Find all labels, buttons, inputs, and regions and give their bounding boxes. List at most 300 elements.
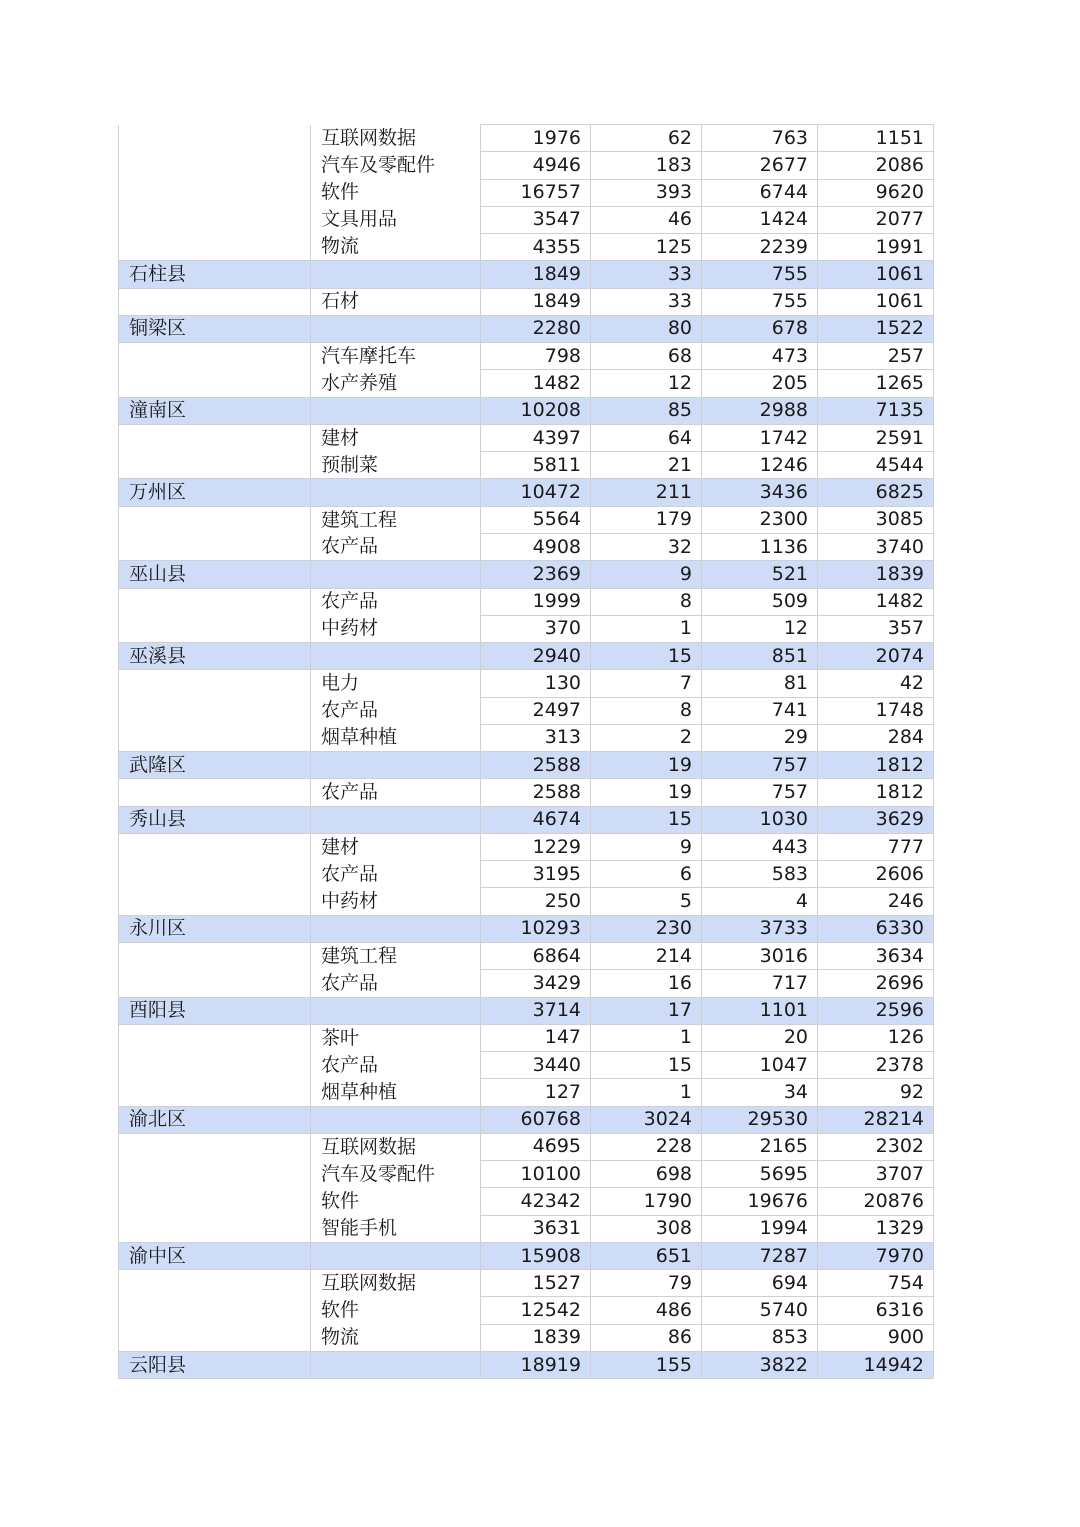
value-cell-col4: 2378 (818, 1052, 934, 1079)
industry-cell: 预制菜 (311, 452, 481, 479)
value-cell-col1: 3195 (481, 861, 591, 888)
region-cell (119, 1324, 311, 1351)
value-cell-col4: 1482 (818, 588, 934, 615)
value-cell-col3: 81 (702, 670, 818, 697)
value-cell-col3: 1424 (702, 206, 818, 233)
industry-cell (311, 1106, 481, 1133)
region-summary-row (119, 561, 934, 588)
value-cell-col4: 1151 (818, 125, 934, 152)
industry-cell: 互联网数据 (311, 1270, 481, 1297)
region-summary-row (119, 752, 934, 779)
value-cell-col4: 3740 (818, 533, 934, 560)
value-cell-col1: 4695 (481, 1133, 591, 1160)
value-cell-col2: 183 (591, 152, 702, 179)
value-cell-col1: 2497 (481, 697, 591, 724)
industry-cell: 农产品 (311, 779, 481, 806)
value-cell-col1: 1839 (481, 1324, 591, 1351)
table-row (119, 1324, 934, 1351)
value-cell-col2: 7 (591, 670, 702, 697)
value-cell-col1: 4674 (481, 806, 591, 833)
value-cell-col2: 308 (591, 1215, 702, 1242)
value-cell-col4: 900 (818, 1324, 934, 1351)
value-cell-col4: 3707 (818, 1161, 934, 1188)
industry-cell: 建材 (311, 833, 481, 860)
value-cell-col1: 3631 (481, 1215, 591, 1242)
value-cell-col3: 5740 (702, 1297, 818, 1324)
region-cell (119, 179, 311, 206)
value-cell-col4: 2591 (818, 424, 934, 451)
value-cell-col1: 3429 (481, 970, 591, 997)
value-cell-col2: 8 (591, 588, 702, 615)
value-cell-col2: 46 (591, 206, 702, 233)
region-cell: 武隆区 (119, 752, 311, 779)
table-row (119, 179, 934, 206)
value-cell-col4: 4544 (818, 452, 934, 479)
region-cell (119, 970, 311, 997)
value-cell-col3: 509 (702, 588, 818, 615)
region-cell (119, 1270, 311, 1297)
value-cell-col3: 7287 (702, 1242, 818, 1269)
region-cell (119, 588, 311, 615)
industry-cell: 农产品 (311, 861, 481, 888)
value-cell-col4: 1839 (818, 561, 934, 588)
value-cell-col3: 1994 (702, 1215, 818, 1242)
value-cell-col1: 130 (481, 670, 591, 697)
industry-cell (311, 561, 481, 588)
value-cell-col2: 79 (591, 1270, 702, 1297)
region-cell (119, 1297, 311, 1324)
value-cell-col1: 2940 (481, 643, 591, 670)
value-cell-col2: 1790 (591, 1188, 702, 1215)
value-cell-col4: 6316 (818, 1297, 934, 1324)
value-cell-col2: 86 (591, 1324, 702, 1351)
table-row (119, 1215, 934, 1242)
industry-cell: 汽车及零配件 (311, 152, 481, 179)
value-cell-col4: 28214 (818, 1106, 934, 1133)
table-row (119, 1297, 934, 1324)
region-summary-row (119, 397, 934, 424)
value-cell-col4: 1812 (818, 779, 934, 806)
value-cell-col3: 678 (702, 315, 818, 342)
region-cell (119, 533, 311, 560)
value-cell-col4: 42 (818, 670, 934, 697)
value-cell-col4: 1329 (818, 1215, 934, 1242)
region-summary-row (119, 997, 934, 1024)
table-row (119, 779, 934, 806)
value-cell-col2: 9 (591, 833, 702, 860)
value-cell-col1: 5564 (481, 506, 591, 533)
value-cell-col3: 3733 (702, 915, 818, 942)
value-cell-col4: 3629 (818, 806, 934, 833)
industry-cell: 物流 (311, 234, 481, 261)
value-cell-col3: 757 (702, 779, 818, 806)
table-row (119, 888, 934, 915)
value-cell-col4: 257 (818, 343, 934, 370)
industry-cell: 建筑工程 (311, 942, 481, 969)
value-cell-col1: 147 (481, 1024, 591, 1051)
table-row (119, 288, 934, 315)
value-cell-col2: 393 (591, 179, 702, 206)
value-cell-col1: 10472 (481, 479, 591, 506)
value-cell-col1: 1976 (481, 125, 591, 152)
value-cell-col1: 1999 (481, 588, 591, 615)
table-row (119, 1133, 934, 1160)
value-cell-col4: 1265 (818, 370, 934, 397)
value-cell-col2: 1 (591, 1024, 702, 1051)
industry-cell (311, 1351, 481, 1378)
value-cell-col3: 1030 (702, 806, 818, 833)
value-cell-col3: 717 (702, 970, 818, 997)
value-cell-col2: 2 (591, 724, 702, 751)
region-summary-row (119, 479, 934, 506)
value-cell-col2: 17 (591, 997, 702, 1024)
region-cell (119, 452, 311, 479)
region-cell (119, 670, 311, 697)
value-cell-col1: 798 (481, 343, 591, 370)
table-row (119, 697, 934, 724)
value-cell-col3: 3016 (702, 942, 818, 969)
value-cell-col3: 4 (702, 888, 818, 915)
industry-cell: 石材 (311, 288, 481, 315)
value-cell-col4: 2596 (818, 997, 934, 1024)
value-cell-col4: 2606 (818, 861, 934, 888)
value-cell-col3: 2239 (702, 234, 818, 261)
table-row (119, 861, 934, 888)
value-cell-col3: 6744 (702, 179, 818, 206)
value-cell-col4: 2696 (818, 970, 934, 997)
value-cell-col1: 2588 (481, 752, 591, 779)
region-cell (119, 615, 311, 642)
value-cell-col1: 1849 (481, 288, 591, 315)
value-cell-col1: 10100 (481, 1161, 591, 1188)
value-cell-col3: 473 (702, 343, 818, 370)
value-cell-col2: 19 (591, 779, 702, 806)
value-cell-col1: 4946 (481, 152, 591, 179)
region-summary-row (119, 1106, 934, 1133)
value-cell-col4: 1748 (818, 697, 934, 724)
region-cell (119, 506, 311, 533)
value-cell-col3: 763 (702, 125, 818, 152)
industry-cell: 电力 (311, 670, 481, 697)
region-cell: 铜梁区 (119, 315, 311, 342)
value-cell-col2: 3024 (591, 1106, 702, 1133)
value-cell-col1: 42342 (481, 1188, 591, 1215)
value-cell-col4: 7135 (818, 397, 934, 424)
value-cell-col4: 2077 (818, 206, 934, 233)
value-cell-col1: 10208 (481, 397, 591, 424)
table-row (119, 615, 934, 642)
region-cell (119, 724, 311, 751)
value-cell-col3: 757 (702, 752, 818, 779)
value-cell-col2: 1 (591, 1079, 702, 1106)
value-cell-col1: 5811 (481, 452, 591, 479)
value-cell-col1: 18919 (481, 1351, 591, 1378)
value-cell-col1: 15908 (481, 1242, 591, 1269)
value-cell-col3: 12 (702, 615, 818, 642)
value-cell-col1: 12542 (481, 1297, 591, 1324)
value-cell-col4: 3634 (818, 942, 934, 969)
value-cell-col2: 8 (591, 697, 702, 724)
region-cell (119, 942, 311, 969)
value-cell-col1: 4355 (481, 234, 591, 261)
region-cell (119, 1052, 311, 1079)
table-row (119, 670, 934, 697)
industry-cell: 烟草种植 (311, 724, 481, 751)
value-cell-col2: 698 (591, 1161, 702, 1188)
value-cell-col4: 1522 (818, 315, 934, 342)
value-cell-col3: 2988 (702, 397, 818, 424)
industry-cell (311, 1242, 481, 1269)
value-cell-col3: 583 (702, 861, 818, 888)
table-row (119, 1024, 934, 1051)
value-cell-col2: 5 (591, 888, 702, 915)
table-row (119, 424, 934, 451)
industry-cell: 中药材 (311, 888, 481, 915)
value-cell-col3: 29530 (702, 1106, 818, 1133)
industry-cell (311, 752, 481, 779)
industry-cell: 建材 (311, 424, 481, 451)
value-cell-col2: 64 (591, 424, 702, 451)
industry-cell: 水产养殖 (311, 370, 481, 397)
value-cell-col3: 3436 (702, 479, 818, 506)
value-cell-col2: 68 (591, 343, 702, 370)
industry-cell: 物流 (311, 1324, 481, 1351)
industry-cell (311, 397, 481, 424)
industry-cell: 汽车及零配件 (311, 1161, 481, 1188)
value-cell-col3: 3822 (702, 1351, 818, 1378)
value-cell-col1: 127 (481, 1079, 591, 1106)
value-cell-col3: 1246 (702, 452, 818, 479)
table-row (119, 452, 934, 479)
region-cell: 潼南区 (119, 397, 311, 424)
value-cell-col2: 12 (591, 370, 702, 397)
value-cell-col2: 230 (591, 915, 702, 942)
region-cell: 巫山县 (119, 561, 311, 588)
region-cell (119, 779, 311, 806)
industry-cell: 茶叶 (311, 1024, 481, 1051)
industry-cell (311, 997, 481, 1024)
region-summary-row (119, 643, 934, 670)
value-cell-col2: 211 (591, 479, 702, 506)
value-cell-col2: 85 (591, 397, 702, 424)
value-cell-col1: 250 (481, 888, 591, 915)
value-cell-col4: 357 (818, 615, 934, 642)
table-row (119, 506, 934, 533)
value-cell-col4: 1991 (818, 234, 934, 261)
value-cell-col1: 16757 (481, 179, 591, 206)
value-cell-col3: 29 (702, 724, 818, 751)
value-cell-col3: 755 (702, 288, 818, 315)
value-cell-col4: 1061 (818, 261, 934, 288)
value-cell-col3: 2300 (702, 506, 818, 533)
region-cell (119, 288, 311, 315)
table-row (119, 370, 934, 397)
value-cell-col2: 6 (591, 861, 702, 888)
region-cell (119, 697, 311, 724)
value-cell-col2: 15 (591, 806, 702, 833)
region-summary-row (119, 1351, 934, 1378)
industry-cell: 软件 (311, 1297, 481, 1324)
region-summary-row (119, 806, 934, 833)
value-cell-col1: 2280 (481, 315, 591, 342)
value-cell-col2: 651 (591, 1242, 702, 1269)
industry-cell (311, 261, 481, 288)
industry-cell: 智能手机 (311, 1215, 481, 1242)
value-cell-col2: 21 (591, 452, 702, 479)
table-row (119, 970, 934, 997)
industry-cell: 软件 (311, 179, 481, 206)
value-cell-col1: 2369 (481, 561, 591, 588)
industry-cell: 中药材 (311, 615, 481, 642)
region-cell: 永川区 (119, 915, 311, 942)
region-cell (119, 888, 311, 915)
region-cell: 万州区 (119, 479, 311, 506)
value-cell-col2: 214 (591, 942, 702, 969)
region-cell (119, 125, 311, 152)
region-cell (119, 1161, 311, 1188)
table-row (119, 152, 934, 179)
region-cell: 云阳县 (119, 1351, 311, 1378)
region-summary-row (119, 915, 934, 942)
industry-cell: 农产品 (311, 970, 481, 997)
value-cell-col3: 443 (702, 833, 818, 860)
industry-cell (311, 806, 481, 833)
value-cell-col1: 313 (481, 724, 591, 751)
value-cell-col3: 694 (702, 1270, 818, 1297)
value-cell-col4: 14942 (818, 1351, 934, 1378)
region-cell: 巫溪县 (119, 643, 311, 670)
table-row (119, 724, 934, 751)
value-cell-col3: 741 (702, 697, 818, 724)
value-cell-col4: 754 (818, 1270, 934, 1297)
industry-cell: 汽车摩托车 (311, 343, 481, 370)
industry-cell (311, 315, 481, 342)
value-cell-col3: 34 (702, 1079, 818, 1106)
value-cell-col1: 4397 (481, 424, 591, 451)
table-row (119, 1188, 934, 1215)
region-summary-row (119, 261, 934, 288)
region-cell (119, 343, 311, 370)
industry-cell: 互联网数据 (311, 1133, 481, 1160)
region-cell (119, 1133, 311, 1160)
value-cell-col4: 126 (818, 1024, 934, 1051)
region-cell (119, 206, 311, 233)
value-cell-col2: 15 (591, 1052, 702, 1079)
value-cell-col3: 1136 (702, 533, 818, 560)
value-cell-col1: 3547 (481, 206, 591, 233)
value-cell-col2: 33 (591, 288, 702, 315)
value-cell-col2: 80 (591, 315, 702, 342)
table-row (119, 1052, 934, 1079)
value-cell-col4: 1061 (818, 288, 934, 315)
value-cell-col3: 1742 (702, 424, 818, 451)
value-cell-col1: 10293 (481, 915, 591, 942)
value-cell-col3: 851 (702, 643, 818, 670)
table-row (119, 942, 934, 969)
region-summary-row (119, 1242, 934, 1269)
value-cell-col2: 1 (591, 615, 702, 642)
table-row (119, 343, 934, 370)
industry-cell: 软件 (311, 1188, 481, 1215)
table-body (119, 125, 934, 1379)
region-cell (119, 1188, 311, 1215)
industry-cell: 农产品 (311, 697, 481, 724)
table-row (119, 1079, 934, 1106)
data-table (118, 124, 934, 1379)
table-row (119, 533, 934, 560)
industry-cell: 农产品 (311, 588, 481, 615)
region-cell (119, 861, 311, 888)
value-cell-col1: 3440 (481, 1052, 591, 1079)
region-cell (119, 1215, 311, 1242)
value-cell-col2: 33 (591, 261, 702, 288)
value-cell-col1: 1229 (481, 833, 591, 860)
value-cell-col1: 1482 (481, 370, 591, 397)
region-cell (119, 424, 311, 451)
table-row (119, 833, 934, 860)
value-cell-col3: 1101 (702, 997, 818, 1024)
value-cell-col2: 155 (591, 1351, 702, 1378)
value-cell-col2: 62 (591, 125, 702, 152)
value-cell-col1: 4908 (481, 533, 591, 560)
value-cell-col3: 521 (702, 561, 818, 588)
value-cell-col3: 2165 (702, 1133, 818, 1160)
value-cell-col4: 2074 (818, 643, 934, 670)
region-cell (119, 370, 311, 397)
region-cell: 酉阳县 (119, 997, 311, 1024)
value-cell-col4: 7970 (818, 1242, 934, 1269)
value-cell-col2: 179 (591, 506, 702, 533)
value-cell-col3: 20 (702, 1024, 818, 1051)
region-cell (119, 152, 311, 179)
table-row (119, 588, 934, 615)
region-cell: 秀山县 (119, 806, 311, 833)
table-row (119, 1270, 934, 1297)
table-row (119, 125, 934, 152)
value-cell-col3: 853 (702, 1324, 818, 1351)
value-cell-col1: 370 (481, 615, 591, 642)
table-row (119, 206, 934, 233)
region-summary-row (119, 315, 934, 342)
industry-cell: 文具用品 (311, 206, 481, 233)
value-cell-col4: 777 (818, 833, 934, 860)
industry-cell (311, 479, 481, 506)
value-cell-col2: 228 (591, 1133, 702, 1160)
value-cell-col2: 486 (591, 1297, 702, 1324)
value-cell-col4: 246 (818, 888, 934, 915)
value-cell-col4: 3085 (818, 506, 934, 533)
value-cell-col2: 15 (591, 643, 702, 670)
value-cell-col1: 3714 (481, 997, 591, 1024)
industry-cell: 烟草种植 (311, 1079, 481, 1106)
value-cell-col4: 20876 (818, 1188, 934, 1215)
value-cell-col4: 284 (818, 724, 934, 751)
value-cell-col1: 6864 (481, 942, 591, 969)
value-cell-col3: 1047 (702, 1052, 818, 1079)
region-cell: 渝北区 (119, 1106, 311, 1133)
region-cell (119, 833, 311, 860)
region-cell: 渝中区 (119, 1242, 311, 1269)
region-cell: 石柱县 (119, 261, 311, 288)
value-cell-col2: 125 (591, 234, 702, 261)
value-cell-col1: 60768 (481, 1106, 591, 1133)
value-cell-col1: 1849 (481, 261, 591, 288)
value-cell-col4: 6825 (818, 479, 934, 506)
value-cell-col2: 32 (591, 533, 702, 560)
industry-cell: 互联网数据 (311, 125, 481, 152)
value-cell-col4: 2086 (818, 152, 934, 179)
value-cell-col4: 92 (818, 1079, 934, 1106)
